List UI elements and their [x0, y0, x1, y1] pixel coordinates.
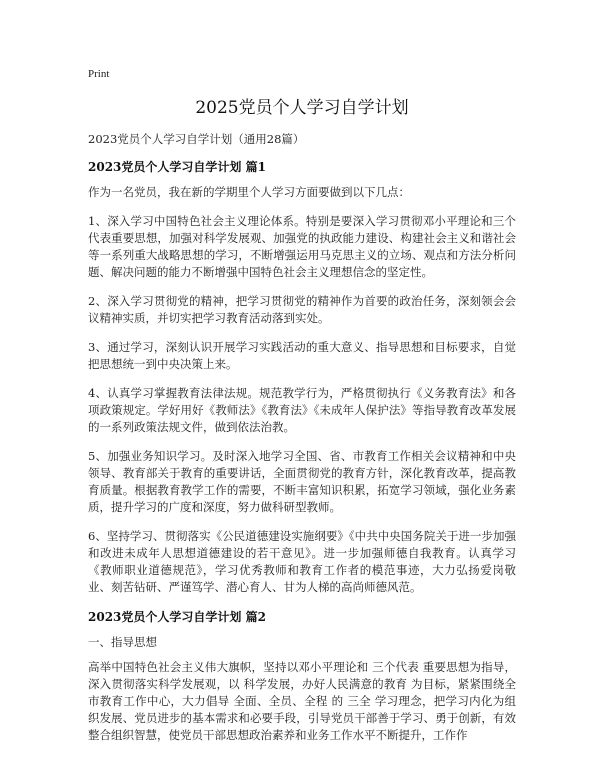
section-1-heading: 2023党员个人学习自学计划 篇1: [88, 160, 266, 174]
document-title: 2025党员个人学习自学计划: [195, 98, 409, 118]
section-1-paragraph: 3、通过学习，深刻认识开展学习实践活动的重大意义、指导思想和目标要求，自觉把思想统一到中央决策上来。: [88, 340, 516, 371]
section-1-intro: 作为一名党员，我在新的学期里个人学习方面要做到以下几点：: [88, 185, 410, 199]
print-label: Print: [88, 68, 110, 80]
document-subtitle: 2023党员个人学习自学计划（通用28篇）: [88, 132, 305, 146]
section-2-heading: 2023党员个人学习自学计划 篇2: [88, 610, 266, 624]
section-1-paragraph: 5、加强业务知识学习。及时深入地学习全国、省、市教育工作相关会议精神和中央领导、教育部关于教育的重要讲话，全面贯彻党的教育方针，深化教育改革，提高教育质量。根据教育教学工作的需要，不断丰富知识积累，拓宽学习领域，强化业务素质，提升学习的广度和深度，努力做科研型教师。: [88, 449, 516, 514]
document-page: [88, 66, 516, 756]
section-1-paragraph: 4、认真学习掌握教育法律法规。规范教学行为，严格贯彻执行《义务教育法》和各项政策规定。学好用好《教师法》《教育法》《未成年人保护法》等指导教育改革发展的一系列政策法规文件，做到依法治教。: [88, 386, 516, 434]
section-1-paragraph: 6、坚持学习、贯彻落实《公民道德建设实施纲要》《中共中央国务院关于进一步加强和改进未成年人思想道德建设的若干意见》。进一步加强师德自我教育。认真学习《教师职业道德规范》，学习优秀教师和教育工作者的模范事迹，大力弘扬爱岗敬业、刻苦钻研、严谨笃学、潜心育人、甘为人梯的高尚师德风范。: [88, 529, 516, 594]
section-2-paragraph: 高举中国特色社会主义伟大旗帜，坚持以邓小平理论和 三个代表 重要思想为指导，深入贯彻落实科学发展观，以 科学发展，办好人民满意的教育 为目标，紧紧围绕全市教育工作中心，大力倡导 全面、全员、全程 的 三全 学习理念，把学习内化为组织发展、党员进步的基本需求和必要手段，引导党员干部善于学习、勇于创新，有效整合组织智慧，使党员干部思想政治素养和业务工作水平不断提升，工作作: [88, 660, 516, 742]
section-1-paragraph: 1、深入学习中国特色社会主义理论体系。特别是要深入学习贯彻邓小平理论和三个代表重要思想，加强对科学发展观、加强党的执政能力建设、构建社会主义和谐社会等一系列重大战略思想的学习，不断增强运用马克思主义的立场、观点和方法分析问题、解决问题的能力不断增强中国特色社会主义理想信念的坚定性。: [88, 214, 516, 279]
section-2-subheading: 一、指导思想: [88, 635, 157, 649]
section-1-paragraph: 2、深入学习贯彻党的精神，把学习贯彻党的精神作为首要的政治任务，深刻领会会议精神实质，并切实把学习教育活动落到实处。: [88, 294, 516, 325]
